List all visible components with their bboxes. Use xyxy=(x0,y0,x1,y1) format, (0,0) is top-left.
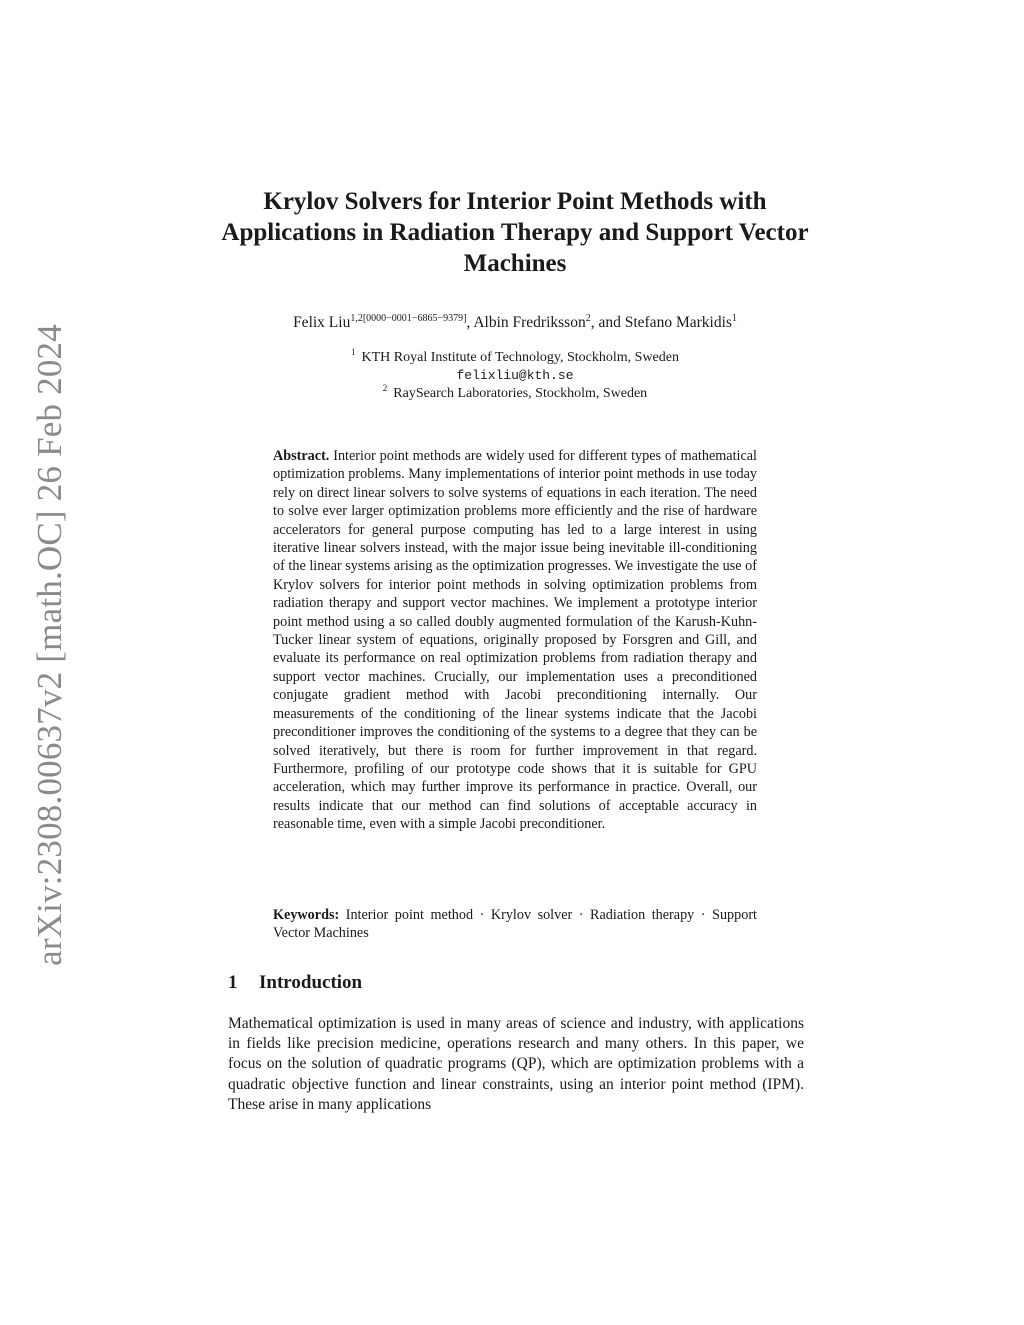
abstract xyxy=(273,447,757,834)
abstract-label: Abstract. xyxy=(273,448,330,464)
affiliation-marker: 2 xyxy=(382,383,388,394)
author-separator: , and xyxy=(590,314,625,331)
author-name: Albin Fredriksson xyxy=(473,314,586,331)
paper-title: Krylov Solvers for Interior Point Methods with Applications in Radiation Therapy and Support Vector Machines xyxy=(221,188,809,277)
affiliation-marker: 1 xyxy=(351,347,356,358)
section-number: 1 xyxy=(228,972,238,993)
author-separator: , xyxy=(466,314,474,331)
author-name: Felix Liu xyxy=(293,314,351,331)
affiliations xyxy=(200,349,830,403)
author-superscript: 1 xyxy=(731,312,737,324)
keywords xyxy=(273,906,757,943)
section-body: Mathematical optimization is used in many areas of science and industry, with applications in fields like precision medicine, operations research and many others. In this paper, we focus on the solution of quadratic programs (QP), which are optimization problems with a quadratic objective function and linear constraints, using an interior point method (IPM). These arise in many applications xyxy=(228,1015,804,1113)
section-title: Introduction xyxy=(259,972,363,993)
author-email-text: felixliu@kth.se xyxy=(456,368,574,383)
author-superscript: 1,2[0000−0001−6865−9379] xyxy=(350,312,467,324)
keywords-text: Interior point method · Krylov solver · Radiation therapy · Support Vector Machines xyxy=(273,907,757,942)
arxiv-stamp-text: arXiv:2308.00637v2 [math.OC] 26 Feb 2024 xyxy=(30,324,70,966)
affiliation-item xyxy=(200,385,830,403)
arxiv-stamp xyxy=(20,324,80,966)
affiliation-text: KTH Royal Institute of Technology, Stockholm, Sweden xyxy=(361,350,679,365)
author-email xyxy=(200,367,830,385)
author-name: Stefano Markidis xyxy=(624,314,732,331)
author-list xyxy=(150,314,880,332)
author-superscript: 2 xyxy=(585,312,591,324)
affiliation-item xyxy=(200,349,830,367)
affiliation-text: RaySearch Laboratories, Stockholm, Sweden xyxy=(393,386,648,401)
section-heading xyxy=(228,972,362,994)
abstract-text: Interior point methods are widely used for different types of mathematical optimization problems. Many implementations of interior point methods in use today rely on direct linear solvers to solve systems of equations in each iteration. The need to solve ever larger optimization problems more efficiently and the rise of hardware accelerators for general purpose computing has led to a large interest in using iterative linear solvers instead, with the major issue being inevitable ill-conditioning of the linear systems arising as the optimization progresses. We investigate the use of Krylov solvers for interior point methods in solving optimization problems from radiation therapy and support vector machines. We implement a prototype interior point method using a so called doubly augmented formulation of the Karush-Kuhn-Tucker linear system of equations, originally proposed by Forsgren and Gill, and evaluate its performance on real optimization problems from radiation therapy and support vector machines. Crucially, our implementation uses a preconditioned conjugate gradient method with Jacobi preconditioning internally. Our measurements of the conditioning of the linear systems indicate that the Jacobi preconditioner improves the conditioning of the systems to a degree that they can be solved iteratively, but there is room for further improvement in that regard. Furthermore, profiling of our prototype code shows that it is suitable for GPU acceleration, which may further improve its performance in practice. Overall, our results indicate that our method can find solutions of acceptable accuracy in reasonable time, even with a simple Jacobi preconditioner. xyxy=(273,448,757,833)
keywords-label: Keywords: xyxy=(273,907,340,923)
